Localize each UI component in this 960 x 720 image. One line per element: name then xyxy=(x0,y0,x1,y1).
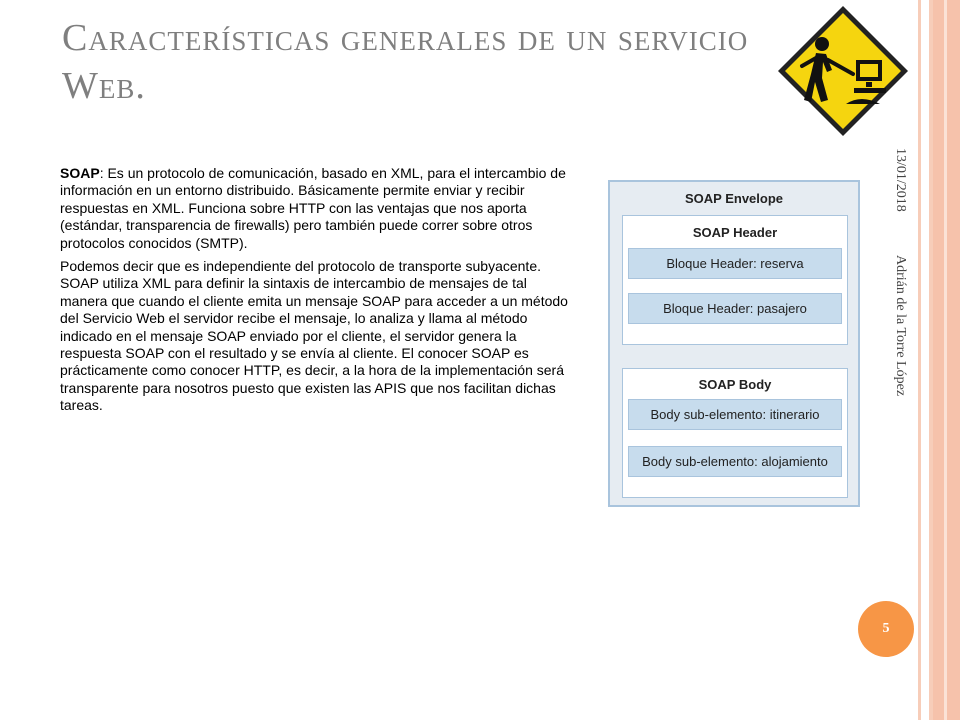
body-text xyxy=(60,165,570,421)
under-construction-sign-icon xyxy=(776,4,910,138)
paragraph-soap-text: : Es un protocolo de comunicación, basado en XML, para el intercambio de información en un entorno distribuido. Básicamente permite enviar y recibir respuestas en XML. Funciona sobre HTTP con las ventajas que nos aporta (estándar, transparencia de firewalls) pero también puede correr sobre otros protocolos conocidos (SMTP). xyxy=(60,165,566,251)
envelope-label: SOAP Envelope xyxy=(684,191,783,206)
body-block-alojamiento: Body sub-elemento: alojamiento xyxy=(628,446,842,477)
decor-stripe xyxy=(944,0,947,720)
slide-author: Adrián de la Torre López xyxy=(893,255,908,397)
slide-date: 13/01/2018 xyxy=(893,148,908,212)
decor-stripe xyxy=(921,0,929,720)
header-block-pasajero: Bloque Header: pasajero xyxy=(628,293,842,324)
header-block-reserva: Bloque Header: reserva xyxy=(628,248,842,279)
soap-envelope-diagram xyxy=(608,180,860,507)
header-label: SOAP Header xyxy=(692,225,778,240)
soap-body-box xyxy=(622,368,848,498)
paragraph-transport: Podemos decir que es independiente del protocolo de transporte subyacente. SOAP utiliza XML para definir la sintaxis de intercambio de mensajes de tal manera que cuando el cliente emita un mensaje SOAP para acceder a un método del Servicio Web el servidor recibe el mensaje, lo analiza y llama al método indicado en el mensaje SOAP enviado por el cliente, el servidor genera la respuesta SOAP con el resultado y se envía al cliente. El conocer SOAP es prácticamente como conocer HTTP, es decir, a la hora de la implementación será transparente para nosotros puesto que existen las APIS que nos facilitan dichas tareas. xyxy=(60,258,568,414)
soap-header-box xyxy=(622,215,848,345)
body-label: SOAP Body xyxy=(698,377,772,392)
page-number-badge: 5 xyxy=(858,601,914,657)
body-block-itinerario: Body sub-elemento: itinerario xyxy=(628,399,842,430)
term-soap: SOAP xyxy=(60,165,100,181)
paragraph-soap xyxy=(60,165,570,252)
slide-title: Características generales de un servicio Web. xyxy=(62,17,749,107)
